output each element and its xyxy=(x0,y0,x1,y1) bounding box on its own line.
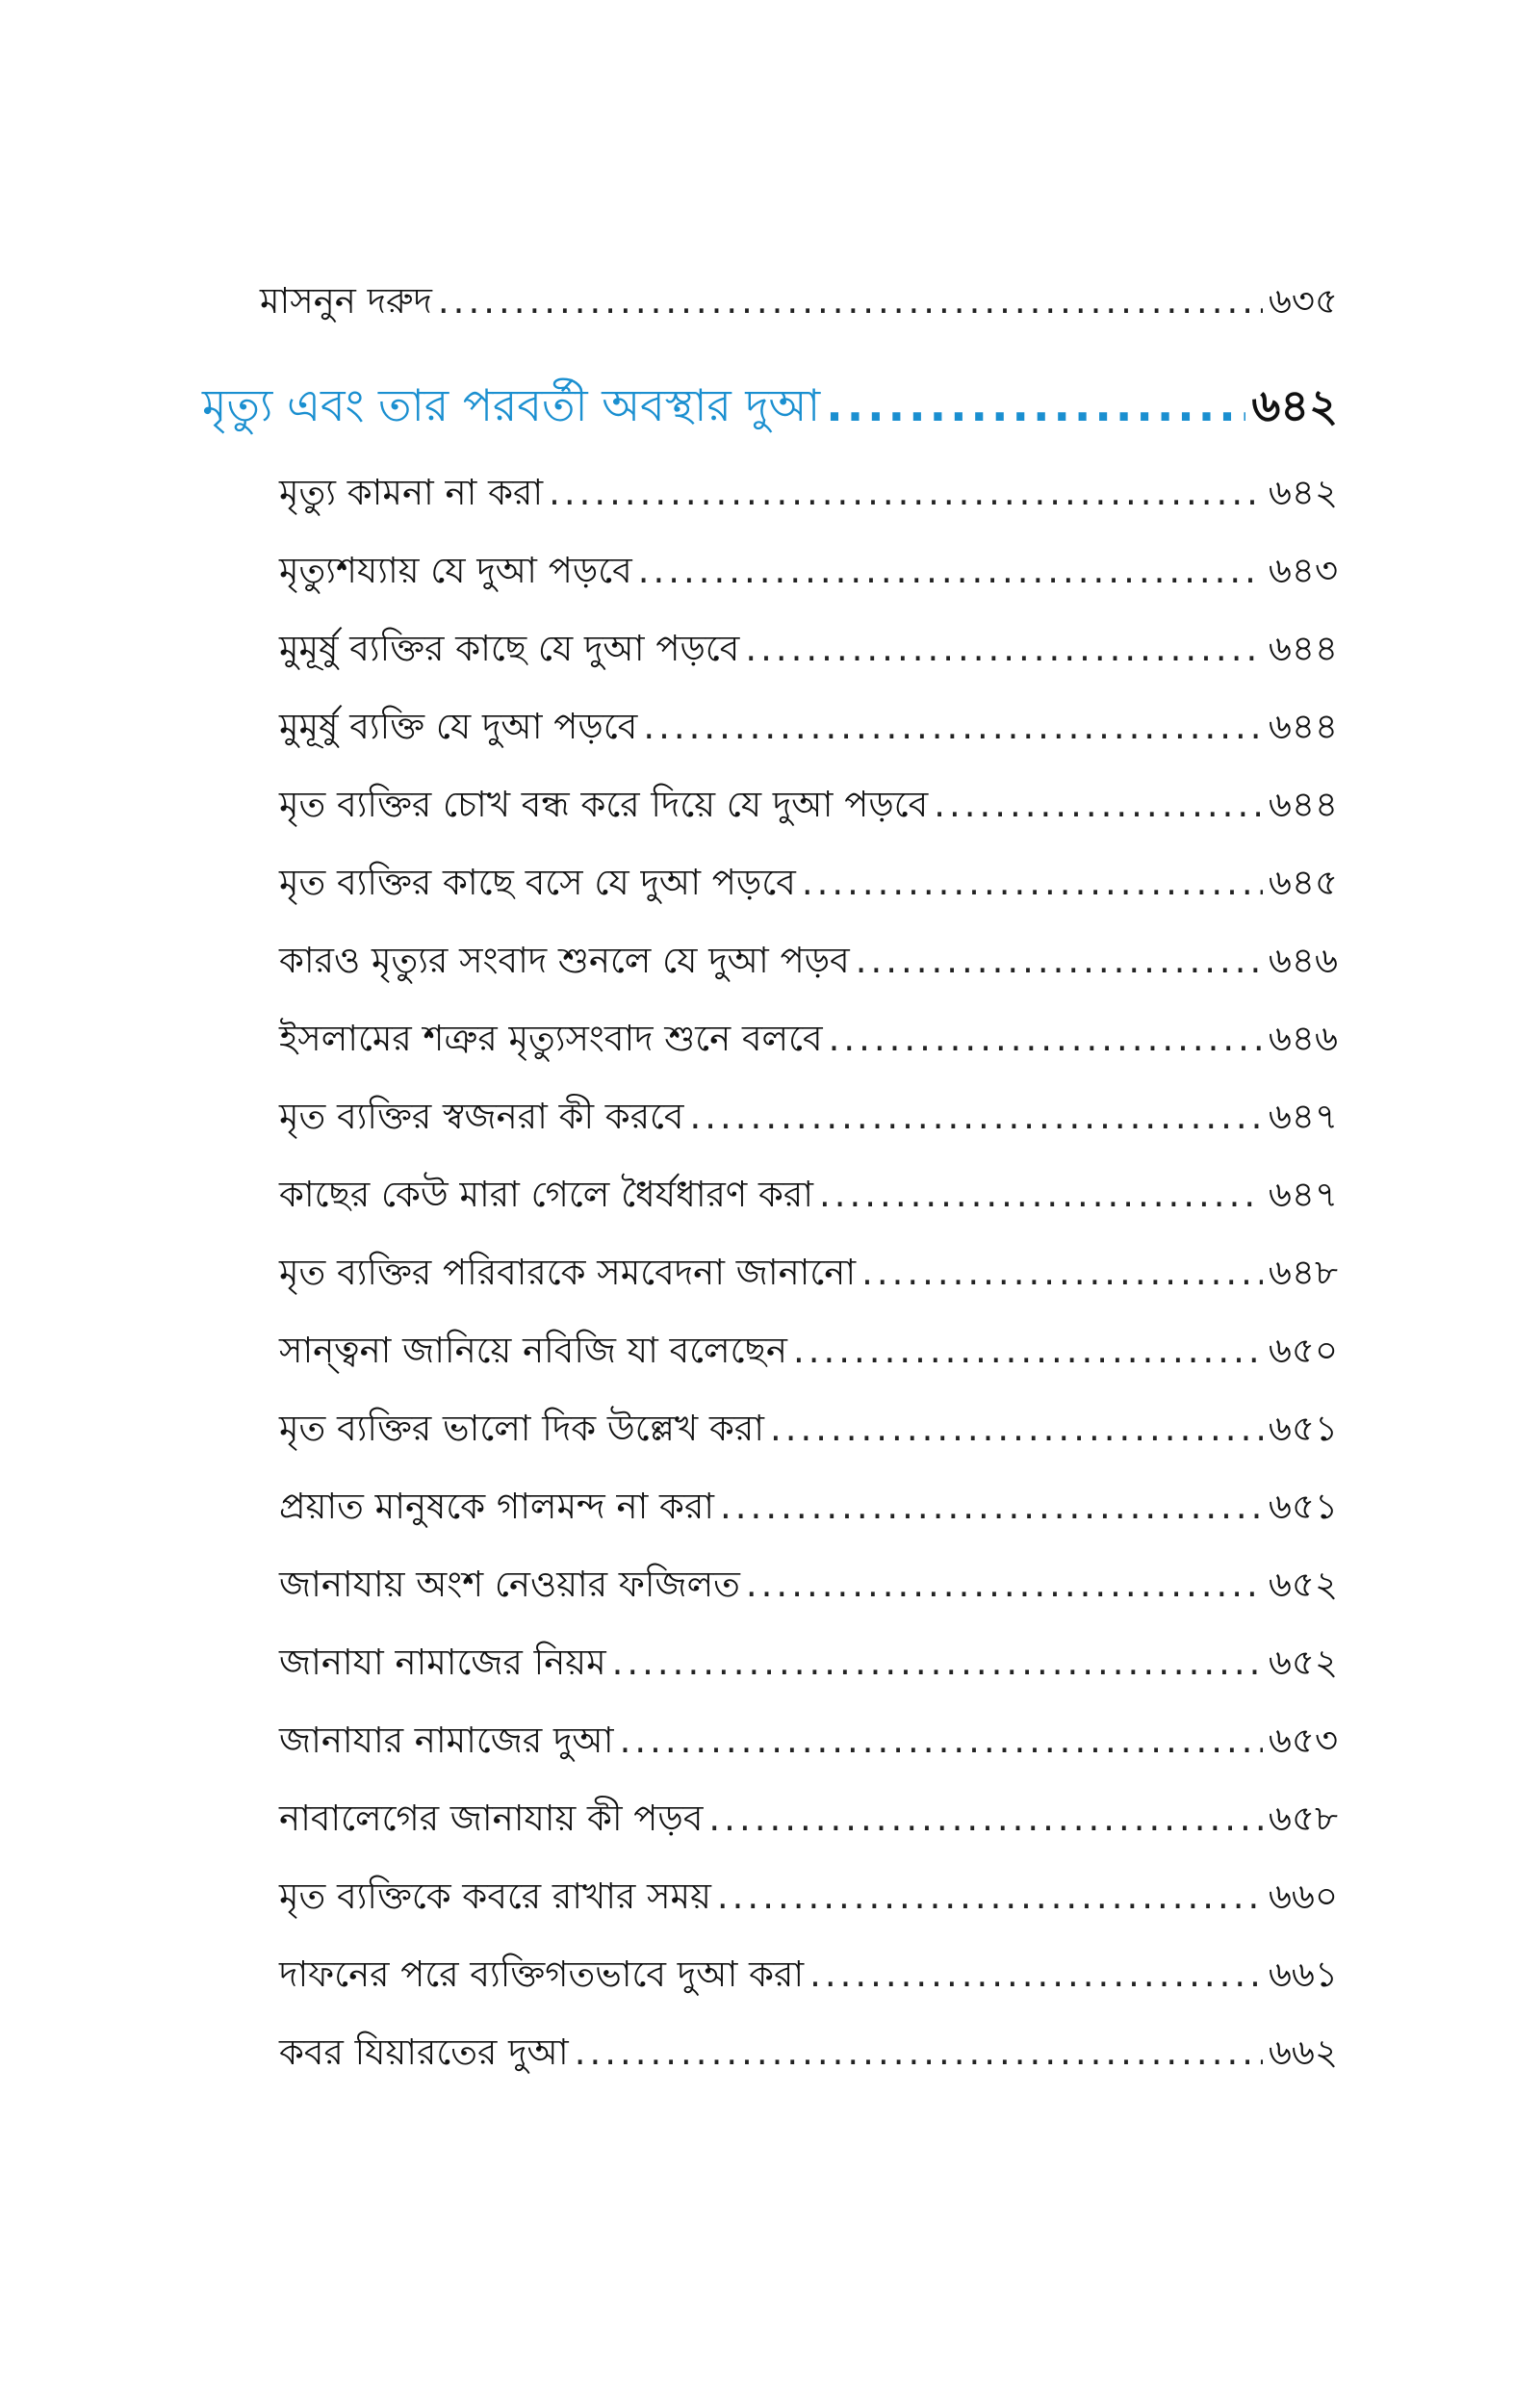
toc-entry-page: ৬৬১ xyxy=(1268,1954,1338,1995)
toc-entry xyxy=(202,609,1338,687)
toc-entry-title: মুমূর্ষু ব্যক্তি যে দুআ পড়বে xyxy=(279,706,638,747)
toc-entry xyxy=(202,1857,1338,1935)
toc-entry-title: প্রয়াত মানুষকে গালমন্দ না করা xyxy=(279,1486,715,1527)
toc-entry-title: মৃত্যুশয্যায় যে দুআ পড়বে xyxy=(279,550,632,591)
toc-entry-title: মৃত্যু কামনা না করা xyxy=(279,472,544,513)
toc-entry-title: মাসনুন দরুদ xyxy=(260,280,432,322)
toc-entry xyxy=(202,687,1338,765)
toc-entry-masnun-durud xyxy=(202,262,1338,340)
toc-entry xyxy=(202,1233,1338,1311)
toc-entry-page: ৬৪৪ xyxy=(1268,784,1338,825)
dot-leader xyxy=(746,1545,1263,1623)
toc-entry-page: ৬৪৬ xyxy=(1268,940,1338,981)
toc-entry-page: ৬৪৪ xyxy=(1268,628,1338,669)
dot-leader xyxy=(793,1311,1263,1389)
toc-entry-page: ৬৫২ xyxy=(1268,1564,1338,1605)
toc-entry xyxy=(202,921,1338,999)
toc-entry-page: ৬৫০ xyxy=(1268,1330,1338,1371)
toc-entry-page: ৬৫৩ xyxy=(1268,1720,1338,1761)
dot-leader xyxy=(717,1857,1263,1935)
toc-entry xyxy=(202,1389,1338,1467)
toc-entry-title: মৃত ব্যক্তির স্বজনরা কী করবে xyxy=(279,1096,684,1137)
toc-entry-page: ৬৫২ xyxy=(1268,1642,1338,1683)
dot-leader xyxy=(802,843,1263,921)
toc-entry-page: ৬৩৫ xyxy=(1268,280,1338,322)
toc-entry-page: ৬৪৩ xyxy=(1268,550,1338,591)
dot-leader xyxy=(575,2013,1263,2091)
toc-entry-title: নাবালেগের জানাযায় কী পড়ব xyxy=(279,1798,704,1839)
toc-entry-page: ৬৪৭ xyxy=(1268,1096,1338,1137)
toc-entry-page: ৬৪৮ xyxy=(1268,1252,1338,1293)
dot-leader xyxy=(745,609,1263,687)
dot-leader xyxy=(690,1077,1263,1155)
toc-entry-page: ৬৬০ xyxy=(1268,1876,1338,1917)
toc-entry-title: দাফনের পরে ব্যক্তিগতভাবে দুআ করা xyxy=(279,1954,805,1995)
toc-entry-title: মৃত ব্যক্তির চোখ বন্ধ করে দিয়ে যে দুআ পড়বে xyxy=(279,784,929,825)
toc-entry-page: ৬৫১ xyxy=(1268,1486,1338,1527)
toc-entry-title: মৃত ব্যক্তির ভালো দিক উল্লেখ করা xyxy=(279,1408,764,1449)
toc-entry-page: ৬৪৫ xyxy=(1268,862,1338,903)
dot-leader xyxy=(934,765,1263,843)
toc-entry-page: ৬৪৪ xyxy=(1268,706,1338,747)
toc-entry xyxy=(202,1155,1338,1233)
dot-leader xyxy=(826,357,1245,453)
toc-entry-page: ৬৪২ xyxy=(1268,472,1338,513)
dot-leader xyxy=(549,453,1263,531)
section-title: মৃত্যু এবং তার পরবর্তী অবস্থার দুআ xyxy=(202,379,821,431)
toc-entry xyxy=(202,1935,1338,2013)
toc-entry xyxy=(202,453,1338,531)
toc-entry xyxy=(202,1701,1338,1779)
toc-entry-title: জানাযায় অংশ নেওয়ার ফজিলত xyxy=(279,1564,740,1605)
toc-entry xyxy=(202,1311,1338,1389)
toc-entry-title: মৃত ব্যক্তিকে কবরে রাখার সময় xyxy=(279,1876,711,1917)
section-heading xyxy=(202,357,1338,453)
toc-entry-title: মৃত ব্যক্তির কাছে বসে যে দুআ পড়বে xyxy=(279,862,796,903)
toc-entry-page: ৬৫৮ xyxy=(1268,1798,1338,1839)
toc-entry xyxy=(202,1623,1338,1701)
dot-leader xyxy=(720,1467,1263,1545)
toc-entry-title: কাছের কেউ মারা গেলে ধৈর্যধারণ করা xyxy=(279,1174,814,1215)
toc-entry-title: ইসলামের শত্রুর মৃত্যুসংবাদ শুনে বলবে xyxy=(279,1018,823,1059)
dot-leader xyxy=(708,1779,1263,1857)
toc-entry xyxy=(202,2013,1338,2091)
toc-entry xyxy=(202,843,1338,921)
toc-entry-title: সান্ত্বনা জানিয়ে নবিজি যা বলেছেন xyxy=(279,1330,787,1371)
dot-leader xyxy=(638,531,1263,609)
table-of-contents xyxy=(202,262,1338,2091)
dot-leader xyxy=(819,1155,1263,1233)
toc-entry-page: ৬৪৬ xyxy=(1268,1018,1338,1059)
dot-leader xyxy=(643,687,1263,765)
dot-leader xyxy=(809,1935,1263,2013)
dot-leader xyxy=(620,1701,1263,1779)
toc-entry xyxy=(202,1545,1338,1623)
toc-entry-page: ৬৫১ xyxy=(1268,1408,1338,1449)
toc-entry xyxy=(202,1467,1338,1545)
dot-leader xyxy=(612,1623,1263,1701)
toc-entry-title: জানাযা নামাজের নিয়ম xyxy=(279,1642,606,1683)
dot-leader xyxy=(770,1389,1263,1467)
toc-entry-title: মুমূর্ষু ব্যক্তির কাছে যে দুআ পড়বে xyxy=(279,628,740,669)
toc-entry xyxy=(202,1779,1338,1857)
toc-entry xyxy=(202,1077,1338,1155)
toc-entry-page: ৬৬২ xyxy=(1268,2032,1338,2073)
dot-leader xyxy=(856,921,1263,999)
toc-entry xyxy=(202,531,1338,609)
toc-entry-title: কারও মৃত্যুর সংবাদ শুনলে যে দুআ পড়ব xyxy=(279,940,850,981)
toc-entry xyxy=(202,999,1338,1077)
dot-leader xyxy=(438,262,1263,340)
toc-entry-page: ৬৪৭ xyxy=(1268,1174,1338,1215)
dot-leader xyxy=(829,999,1263,1077)
dot-leader xyxy=(861,1233,1263,1311)
toc-entry xyxy=(202,765,1338,843)
toc-entry-title: কবর যিয়ারতের দুআ xyxy=(279,2032,569,2073)
toc-entry-title: মৃত ব্যক্তির পরিবারকে সমবেদনা জানানো xyxy=(279,1252,857,1293)
toc-entry-title: জানাযার নামাজের দুআ xyxy=(279,1720,614,1761)
section-page: ৬৪২ xyxy=(1251,379,1338,431)
